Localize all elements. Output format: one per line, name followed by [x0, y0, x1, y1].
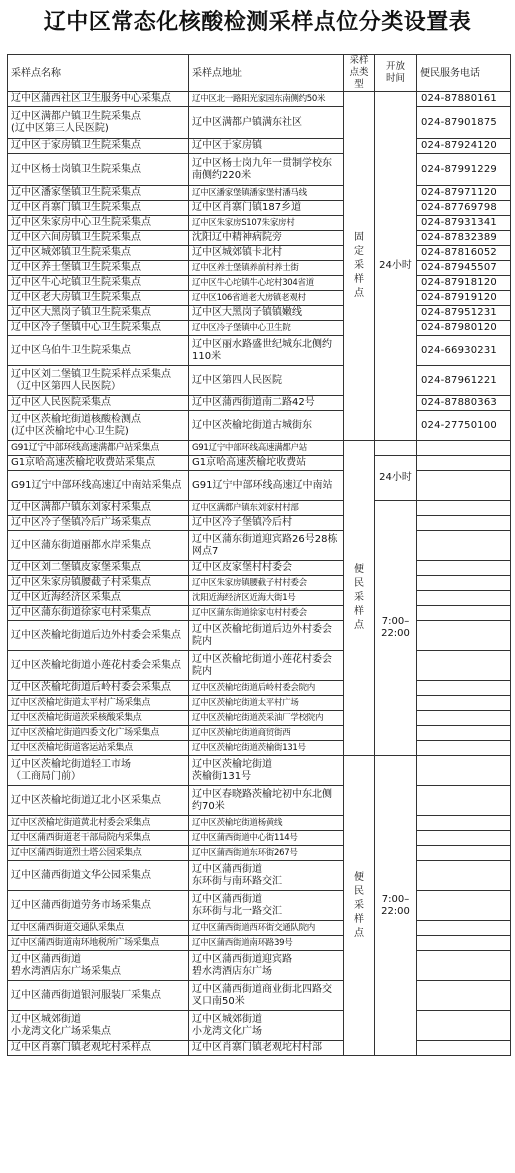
- service-phone: [417, 831, 511, 846]
- header-phone: 便民服务电话: [417, 55, 511, 92]
- site-name: 辽中区杨士岗镇卫生院采集点: [8, 154, 189, 186]
- table-row: [8, 591, 511, 606]
- site-name: 辽中区蒲西街道文华公园采集点: [8, 861, 189, 891]
- site-address: 辽中区肖寨门镇老观坨村村部: [189, 1041, 344, 1056]
- table-row: [8, 861, 511, 891]
- site-address: 辽中区蒲西街道 东环街与南环路交汇: [189, 861, 344, 891]
- table-row: [8, 846, 511, 861]
- site-name: 辽中区城郊镇卫生院采集点: [8, 246, 189, 261]
- site-address: 辽中区朱家房S107朱家房村: [189, 216, 344, 231]
- header-address: 采样点地址: [189, 55, 344, 92]
- site-address: 辽中区茨榆坨街道太平村广场: [189, 696, 344, 711]
- site-address: 辽中区茨榆坨街道茨采油厂学校院内: [189, 711, 344, 726]
- site-address: 辽中区茨榆坨街道茨榆街131号: [189, 741, 344, 756]
- site-address: 辽中区106省道老大房镇老观村: [189, 291, 344, 306]
- type-convenience: 便民采样点: [344, 756, 375, 1056]
- table-row: [8, 276, 511, 291]
- site-name: 辽中区蒲东街道徐家屯村采集点: [8, 606, 189, 621]
- site-address: 辽中区蒲西街道 东环街与北一路交汇: [189, 891, 344, 921]
- service-phone: [417, 606, 511, 621]
- site-address: 辽中区大黑岗子镇镇嫩线: [189, 306, 344, 321]
- site-name: 辽中区满都户镇东刘家村采集点: [8, 501, 189, 516]
- site-name: 辽中区蒲西街道老干部局院内采集点: [8, 831, 189, 846]
- table-row: [8, 456, 511, 471]
- site-address: 辽中区蒲西街道南二路42号: [189, 396, 344, 411]
- table-row: [8, 786, 511, 816]
- table-row: [8, 336, 511, 366]
- site-name: G91辽宁中部环线高速辽中南站采集点: [8, 471, 189, 501]
- service-phone: 024-87971120: [417, 186, 511, 201]
- service-phone: 024-27750100: [417, 411, 511, 441]
- service-phone: [417, 756, 511, 786]
- table-row: [8, 696, 511, 711]
- site-name: 辽中区蒲西街道银河服装厂采集点: [8, 981, 189, 1011]
- table-row: [8, 471, 511, 501]
- table-row: [8, 711, 511, 726]
- table-row: [8, 321, 511, 336]
- service-phone: [417, 621, 511, 651]
- service-phone: 024-87832389: [417, 231, 511, 246]
- site-name: 辽中区蒲西街道 碧水湾酒店东广场采集点: [8, 951, 189, 981]
- site-name: 辽中区朱家房镇腰截子村采集点: [8, 576, 189, 591]
- service-phone: 024-87769798: [417, 201, 511, 216]
- table-row: [8, 756, 511, 786]
- site-address: 辽中区茨榆坨街道商贸街西: [189, 726, 344, 741]
- site-address: 辽中区蒲西街道迎宾路 碧水湾酒店东广场: [189, 951, 344, 981]
- table-row: [8, 107, 511, 139]
- service-phone: [417, 711, 511, 726]
- header-type: 采样点类型: [344, 55, 375, 92]
- site-name: 辽中区蒲西街道南环地税所广场采集点: [8, 936, 189, 951]
- table-row: [8, 186, 511, 201]
- table-row: [8, 154, 511, 186]
- site-name: 辽中区茨榆坨街道辽北小区采集点: [8, 786, 189, 816]
- site-address: 辽中区茨榆坨街道杨黄线: [189, 816, 344, 831]
- table-row: [8, 651, 511, 681]
- page-title: 辽中区常态化核酸检测采样点位分类设置表: [43, 10, 472, 35]
- site-name: 辽中区刘二堡镇卫生院采样点采集点（辽中区第四人民医院）: [8, 366, 189, 396]
- service-phone: [417, 741, 511, 756]
- service-phone: [417, 456, 511, 471]
- site-address: 辽中区茨榆坨街道后边外村委会院内: [189, 621, 344, 651]
- site-name: G1京哈高速茨榆坨收费站采集点: [8, 456, 189, 471]
- sampling-sites-table: [7, 54, 511, 1056]
- site-address: 辽中区肖寨门镇187乡道: [189, 201, 344, 216]
- table-row: [8, 441, 511, 456]
- site-address: 辽中区蒲西街道西环街交通队院内: [189, 921, 344, 936]
- site-name: 辽中区茨榆坨街道太平村广场采集点: [8, 696, 189, 711]
- site-name: 辽中区茨榆坨街道轻工市场 （工商局门前）: [8, 756, 189, 786]
- site-name: 辽中区茨榆坨街道茨采核酸采集点: [8, 711, 189, 726]
- site-name: 辽中区满都户镇卫生院采集点 (辽中区第三人民医院): [8, 107, 189, 139]
- service-phone: [417, 786, 511, 816]
- hours-24: 24小时: [375, 92, 417, 441]
- service-phone: [417, 846, 511, 861]
- service-phone: [417, 516, 511, 531]
- site-address: 辽中区茨榆坨街道小莲花村委会院内: [189, 651, 344, 681]
- service-phone: 024-87991229: [417, 154, 511, 186]
- table-row: [8, 981, 511, 1011]
- service-phone: [417, 531, 511, 561]
- site-address: 辽中区蒲西街道东环街267号: [189, 846, 344, 861]
- service-phone: [417, 576, 511, 591]
- table-row: [8, 396, 511, 411]
- hours-empty: [375, 441, 417, 456]
- service-phone: [417, 861, 511, 891]
- service-phone: [417, 981, 511, 1011]
- site-address: G1京哈高速茨榆坨收费站: [189, 456, 344, 471]
- type-convenience: 便民采样点: [344, 441, 375, 756]
- service-phone: [417, 921, 511, 936]
- site-name: 辽中区于家房镇卫生院采集点: [8, 139, 189, 154]
- site-name: 辽中区肖寨门镇老观坨村采样点: [8, 1041, 189, 1056]
- site-name: 辽中区茨榆坨街道后岭村委会采集点: [8, 681, 189, 696]
- table-row: [8, 139, 511, 154]
- site-address: 辽中区满都户镇东刘家村村部: [189, 501, 344, 516]
- site-name: 辽中区人民医院采集点: [8, 396, 189, 411]
- service-phone: [417, 651, 511, 681]
- table-row: [8, 92, 511, 107]
- service-phone: 024-87951231: [417, 306, 511, 321]
- site-address: 辽中区蒲西街道南环路39号: [189, 936, 344, 951]
- service-phone: 024-87980120: [417, 321, 511, 336]
- site-name: 辽中区蒲西街道烈士塔公园采集点: [8, 846, 189, 861]
- service-phone: 024-87880161: [417, 92, 511, 107]
- site-name: 辽中区牛心坨镇卫生院采集点: [8, 276, 189, 291]
- table-row: [8, 291, 511, 306]
- table-row: [8, 531, 511, 561]
- site-name: 辽中区蒲东街道丽都水岸采集点: [8, 531, 189, 561]
- site-name: 辽中区茨榆坨街道四委文化广场采集点: [8, 726, 189, 741]
- service-phone: [417, 591, 511, 606]
- table-row: [8, 576, 511, 591]
- hours-day: 7:00–22:00: [375, 501, 417, 756]
- table-row: [8, 936, 511, 951]
- table-row: [8, 891, 511, 921]
- table-row: [8, 231, 511, 246]
- site-name: 辽中区茨榆坨街道后边外村委会采集点: [8, 621, 189, 651]
- table-row: [8, 561, 511, 576]
- site-name: 辽中区冷子堡镇冷后广场采集点: [8, 516, 189, 531]
- table-row: [8, 681, 511, 696]
- service-phone: [417, 1041, 511, 1056]
- site-name: 辽中区老大房镇卫生院采集点: [8, 291, 189, 306]
- site-address: 辽中区茨榆坨街道 茨榆街131号: [189, 756, 344, 786]
- site-name: 辽中区乌伯牛卫生院采集点: [8, 336, 189, 366]
- table-row: [8, 411, 511, 441]
- site-address: G91辽宁中部环线高速满都户站: [189, 441, 344, 456]
- service-phone: 024-66930231: [417, 336, 511, 366]
- site-name: 辽中区潘家堡镇卫生院采集点: [8, 186, 189, 201]
- header-name: 采样点名称: [8, 55, 189, 92]
- service-phone: [417, 726, 511, 741]
- table-row: [8, 306, 511, 321]
- service-phone: [417, 951, 511, 981]
- table-row: [8, 831, 511, 846]
- service-phone: [417, 1011, 511, 1041]
- service-phone: 024-87816052: [417, 246, 511, 261]
- site-address: 辽中区春晓路茨榆坨初中东北侧约70米: [189, 786, 344, 816]
- site-name: 辽中区蒲西街道劳务市场采集点: [8, 891, 189, 921]
- service-phone: 024-87901875: [417, 107, 511, 139]
- service-phone: 024-87919120: [417, 291, 511, 306]
- table-row: [8, 1041, 511, 1056]
- site-address: 辽中区蒲东街道徐家屯村村委会: [189, 606, 344, 621]
- site-name: 辽中区大黑岗子镇卫生院采集点: [8, 306, 189, 321]
- site-address: 辽中区皮家堡村村委会: [189, 561, 344, 576]
- site-name: 辽中区蒲西街道交通队采集点: [8, 921, 189, 936]
- site-address: 辽中区茨榆坨街道古城街东: [189, 411, 344, 441]
- table-row: [8, 366, 511, 396]
- site-name: 辽中区近海经济区采集点: [8, 591, 189, 606]
- site-name: 辽中区茨榆坨街道黄北村委会采集点: [8, 816, 189, 831]
- table-row: [8, 501, 511, 516]
- service-phone: [417, 441, 511, 456]
- site-name: 辽中区冷子堡镇中心卫生院采集点: [8, 321, 189, 336]
- service-phone: [417, 681, 511, 696]
- site-address: 辽中区杨士岗九年一贯制学校东南侧约220米: [189, 154, 344, 186]
- service-phone: [417, 471, 511, 501]
- table-row: [8, 816, 511, 831]
- site-name: 辽中区六间房镇卫生院采集点: [8, 231, 189, 246]
- type-fixed: 固定采样点: [344, 92, 375, 441]
- site-address: 辽中区丽水路盛世纪城东北侧约110米: [189, 336, 344, 366]
- table-row: [8, 606, 511, 621]
- table-row: [8, 1011, 511, 1041]
- site-address: 辽中区潘家堡镇潘家堡村潘马线: [189, 186, 344, 201]
- site-address: 沈阳近海经济区近海大街1号: [189, 591, 344, 606]
- site-address: 辽中区蒲西街道商业街北四路交叉口南50米: [189, 981, 344, 1011]
- site-address: 辽中区城郊街道 小龙湾文化广场: [189, 1011, 344, 1041]
- site-name: 辽中区朱家房中心卫生院采集点: [8, 216, 189, 231]
- site-address: 辽中区养士堡镇养前村养士街: [189, 261, 344, 276]
- table-row: [8, 516, 511, 531]
- site-address: 辽中区满都户镇满东社区: [189, 107, 344, 139]
- table-row: [8, 201, 511, 216]
- site-name: 辽中区城郊街道 小龙湾文化广场采集点: [8, 1011, 189, 1041]
- site-address: 辽中区城郊镇卡北村: [189, 246, 344, 261]
- service-phone: 024-87931341: [417, 216, 511, 231]
- site-address: 辽中区冷子堡镇冷后村: [189, 516, 344, 531]
- service-phone: [417, 816, 511, 831]
- site-address: 辽中区第四人民医院: [189, 366, 344, 396]
- site-address: 辽中区于家房镇: [189, 139, 344, 154]
- site-name: 辽中区养士堡镇卫生院采集点: [8, 261, 189, 276]
- site-name: 辽中区刘二堡镇皮家堡采集点: [8, 561, 189, 576]
- site-name: 辽中区茨榆坨街道客运站采集点: [8, 741, 189, 756]
- site-address: 沈阳辽中精神病院旁: [189, 231, 344, 246]
- site-name: 辽中区茨榆坨街道小莲花村委会采集点: [8, 651, 189, 681]
- service-phone: [417, 891, 511, 921]
- site-name: G91辽宁中部环线高速满都户站采集点: [8, 441, 189, 456]
- table-row: [8, 621, 511, 651]
- site-address: 辽中区牛心坨镇牛心坨村304省道: [189, 276, 344, 291]
- site-address: 辽中区北一路阳光家园东南侧约50米: [189, 92, 344, 107]
- service-phone: 024-87880363: [417, 396, 511, 411]
- table-row: [8, 261, 511, 276]
- hours-day: 7:00–22:00: [375, 756, 417, 1056]
- site-address: G91辽宁中部环线高速辽中南站: [189, 471, 344, 501]
- table-row: [8, 726, 511, 741]
- service-phone: [417, 561, 511, 576]
- site-address: 辽中区蒲东街道迎宾路26号28栋网点7: [189, 531, 344, 561]
- service-phone: 024-87924120: [417, 139, 511, 154]
- header-hours: 开放时间: [375, 55, 417, 92]
- site-address: 辽中区茨榆坨街道后岭村委会院内: [189, 681, 344, 696]
- site-name: 辽中区肖寨门镇卫生院采集点: [8, 201, 189, 216]
- service-phone: [417, 501, 511, 516]
- site-address: 辽中区朱家房镇腰截子村村委会: [189, 576, 344, 591]
- table-row: [8, 921, 511, 936]
- table-row: [8, 216, 511, 231]
- site-name: 辽中区茨榆坨街道核酸检测点 (辽中区茨榆坨中心卫生院): [8, 411, 189, 441]
- service-phone: [417, 696, 511, 711]
- service-phone: [417, 936, 511, 951]
- service-phone: 024-87918120: [417, 276, 511, 291]
- site-address: 辽中区蒲西街道中心街114号: [189, 831, 344, 846]
- table-row: [8, 246, 511, 261]
- site-name: 辽中区蒲西社区卫生服务中心采集点: [8, 92, 189, 107]
- hours-24: 24小时: [375, 456, 417, 501]
- table-row: [8, 741, 511, 756]
- service-phone: 024-87961221: [417, 366, 511, 396]
- table-row: [8, 951, 511, 981]
- service-phone: 024-87945507: [417, 261, 511, 276]
- site-address: 辽中区冷子堡镇中心卫生院: [189, 321, 344, 336]
